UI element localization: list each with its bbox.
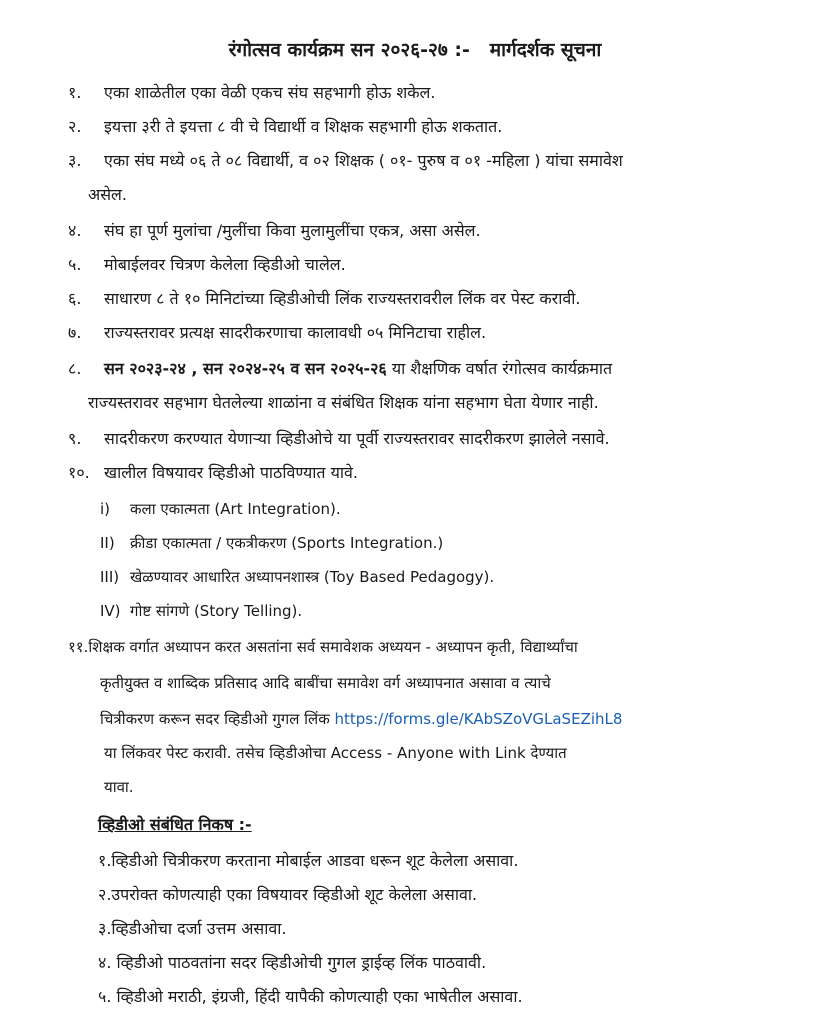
item-number: ५. <box>68 255 82 274</box>
list-item-2 <box>68 116 502 138</box>
criteria-item-5: ५. व्हिडीओ मराठी, इंग्रजी, हिंदी यापैकी कोणत्याही एका भाषेतील असावा. <box>98 987 523 1006</box>
subject-item-4 <box>100 600 302 622</box>
list-item-5 <box>68 254 346 276</box>
subject-item-2 <box>100 532 443 554</box>
item-11-line-5: यावा. <box>104 778 134 796</box>
item-number: ७. <box>68 323 82 342</box>
list-item-11 <box>68 636 578 658</box>
item-number: २. <box>68 117 82 136</box>
item-number: ३. <box>68 151 82 170</box>
subject-number: III) <box>100 568 120 586</box>
subject-text: कला एकात्मता (Art Integration). <box>130 500 341 518</box>
list-item-4 <box>68 220 481 242</box>
criteria-heading: व्हिडीओ संबंधित निकष :- <box>98 815 252 834</box>
item-11-line-3 <box>100 708 622 730</box>
criteria-item-4: ४. व्हिडीओ पाठवतांना सदर व्हिडीओची गुगल ड्राईव्ह लिंक पाठवावी. <box>98 953 487 972</box>
criteria-item-3: ३.व्हिडीओचा दर्जा उत्तम असावा. <box>98 919 287 938</box>
criteria-item-1: १.व्हिडीओ चित्रीकरण करताना मोबाईल आडवा धरून शूट केलेला असावा. <box>98 851 519 870</box>
item-text: शिक्षक वर्गात अध्यापन करत असतांना सर्व समावेशक अध्ययन - अध्यापन कृती, विद्यार्थ्यांचा <box>88 638 578 656</box>
item-number: ९. <box>68 429 82 448</box>
subject-number: IV) <box>100 602 121 620</box>
item-text: खालील विषयावर व्हिडीओ पाठविण्यात यावे. <box>104 463 359 482</box>
item-text: मोबाईलवर चित्रण केलेला व्हिडीओ चालेल. <box>104 255 346 274</box>
item-number: ८. <box>68 359 82 378</box>
list-item-3-continued: असेल. <box>88 185 127 204</box>
list-item-8-continued: राज्यस्तरावर सहभाग घेतलेल्या शाळांना व संबंधित शिक्षक यांना सहभाग घेता येणार नाही. <box>88 393 599 412</box>
item-number: ४. <box>68 221 82 240</box>
item-text: चित्रीकरण करून सदर व्हिडीओ गुगल लिंक <box>100 710 335 728</box>
item-number: ६. <box>68 289 82 308</box>
list-item-10 <box>68 462 358 484</box>
item-bold-years: सन २०२३-२४ , सन २०२४-२५ व सन २०२५-२६ <box>104 359 387 378</box>
page-title: रंगोत्सव कार्यक्रम सन २०२६-२७ :- मार्गदर्शक सूचना <box>228 39 602 61</box>
list-item-1 <box>68 82 435 104</box>
item-text: संघ हा पूर्ण मुलांचा /मुलींचा किवा मुलामुलींचा एकत्र, असा असेल. <box>104 221 481 240</box>
criteria-item-2: २.उपरोक्त कोणत्याही एका विषयावर व्हिडीओ शूट केलेला असावा. <box>98 885 478 904</box>
item-number: १०. <box>68 463 90 482</box>
subject-item-3 <box>100 566 494 588</box>
list-item-6 <box>68 288 581 310</box>
subject-text: क्रीडा एकात्मता / एकत्रीकरण (Sports Integration.) <box>130 534 444 552</box>
subject-text: गोष्ट सांगणे (Story Telling). <box>130 602 303 620</box>
item-text: एका शाळेतील एका वेळी एकच संघ सहभागी होऊ शकेल. <box>104 83 436 102</box>
list-item-7 <box>68 322 486 344</box>
google-form-link[interactable]: https://forms.gle/KAbSZoVGLaSEZihL8 <box>334 710 623 728</box>
item-number: ११. <box>68 638 89 656</box>
item-text: एका संघ मध्ये ०६ ते ०८ विद्यार्थी, व ०२ शिक्षक ( ०१- पुरुष व ०१ -महिला ) यांचा समावेश <box>104 151 623 170</box>
list-item-9 <box>68 428 610 450</box>
subject-item-1 <box>100 498 341 520</box>
item-number: १. <box>68 83 82 102</box>
item-text: या शैक्षणिक वर्षात रंगोत्सव कार्यक्रमात <box>386 359 613 378</box>
item-text: साधारण ८ ते १० मिनिटांच्या व्हिडीओची लिंक राज्यस्तरावरील लिंक वर पेस्ट करावी. <box>104 289 581 308</box>
item-text: राज्यस्तरावर प्रत्यक्ष सादरीकरणाचा कालावधी ०५ मिनिटाचा राहील. <box>104 323 487 342</box>
subject-text: खेळण्यावर आधारित अध्यापनशास्त्र (Toy Based Pedagogy). <box>130 568 495 586</box>
list-item-8 <box>68 358 612 380</box>
item-text: इयत्ता ३री ते इयत्ता ८ वी चे विद्यार्थी व शिक्षक सहभागी होऊ शकतात. <box>104 117 503 136</box>
item-11-line-4: या लिंकवर पेस्ट करावी. तसेच व्हिडीओचा Access - Anyone with Link देण्यात <box>104 744 567 762</box>
subject-number: i) <box>100 500 111 518</box>
item-11-line-2: कृतीयुक्त व शाब्दिक प्रतिसाद आदि बाबींचा समावेश वर्ग अध्यापनात असावा व त्याचे <box>100 674 551 692</box>
list-item-3 <box>68 150 623 172</box>
item-text: सादरीकरण करण्यात येणाऱ्या व्हिडीओचे या पूर्वी राज्यस्तरावर सादरीकरण झालेले नसावे. <box>104 429 610 448</box>
subject-number: II) <box>100 534 115 552</box>
